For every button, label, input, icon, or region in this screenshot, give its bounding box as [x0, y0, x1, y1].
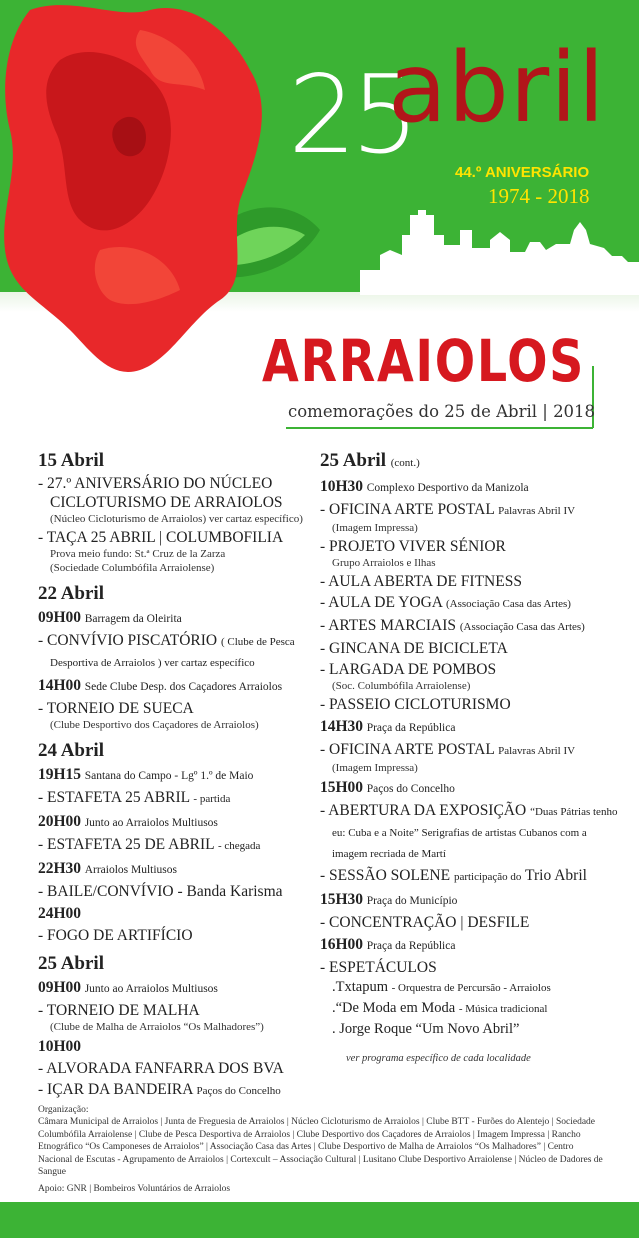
- event-subtitle: (Imagem Impressa): [332, 522, 418, 534]
- event-subtitle: (Núcleo Cicloturismo de Arraiolos) ver cartaz específico): [50, 513, 303, 525]
- organizers-label: Organização:: [38, 1105, 89, 1115]
- event-title: PROJETO VIVER SÉNIOR: [329, 538, 506, 555]
- time-value: 19H15: [38, 766, 82, 783]
- event-title: CONVÍVIO PISCATÓRIO: [47, 632, 218, 649]
- years-label: 1974 - 2018: [488, 184, 590, 208]
- event-item: - ALVORADA FANFARRA DOS BVA: [38, 1060, 284, 1077]
- town-skyline-illustration: [360, 200, 639, 295]
- event-item: - FOGO DE ARTIFÍCIO: [38, 927, 193, 944]
- event-note: “Duas Pátrias tenho eu: Cuba e a Noite” Serigrafias de artistas Cubanos com a imagem recriada de Martí: [332, 806, 618, 860]
- event-note: Paços do Concelho: [196, 1085, 281, 1097]
- event-note: Palavras Abril IV: [498, 745, 576, 757]
- show-line: [320, 977, 620, 998]
- footer-green-band: [0, 1202, 639, 1238]
- event-item: - CONVÍVIO PISCATÓRIO ( Clube de Pesca Desportiva de Arraiolos ) ver cartaz específico: [38, 632, 295, 669]
- event-item: - LARGADA DE POMBOS: [320, 661, 497, 678]
- event-item: - ESTAFETA 25 ABRIL - partida: [38, 789, 231, 806]
- event-subtitle: (Imagem Impressa): [332, 762, 418, 774]
- organizers-text: Câmara Municipal de Arraiolos | Junta de Freguesia de Arraiolos | Núcleo Cicloturismo de Arraiolos | Clube BTT - Furões do Alentejo | Sociedade Columbófila Arraiolense | Clube de Pesca Desportiva de Arraiolos | Clube Desportivo dos Caçadores de Arraiolos | Imagem Impressa | Rancho Etnográfico “Os Camponeses de Arraiolos” | Associação Casa das Artes | Clube Desportivo de Malha de Arraiolos “Os Malhadores” | Centro Nacional de Escutas - Agrupamento de Arraiolos | Cortexcult – Associação Cultural | Lusitano Clube Desportivo Arraiolense | Núcleo de Dadores de Sangue: [38, 1117, 603, 1178]
- show-line: [320, 1019, 620, 1039]
- event-title: ESPETÁCULOS: [329, 959, 437, 976]
- event-title: ESTAFETA 25 ABRIL: [47, 789, 190, 806]
- time-line: [38, 812, 310, 833]
- place-label: Sede Clube Desp. dos Caçadores Arraiolos: [84, 681, 283, 693]
- event-item: - IÇAR DA BANDEIRA Paços do Concelho: [38, 1081, 281, 1098]
- show-title: .“De Moda em Moda: [332, 1000, 456, 1016]
- event-item: - 27.º ANIVERSÁRIO DO NÚCLEO CICLOTURISMO DE ARRAIOLOS: [38, 475, 283, 511]
- place-label: Praça do Município: [366, 895, 458, 907]
- time-line: [320, 890, 620, 911]
- event-note: - partida: [193, 793, 231, 805]
- event-item: - PASSEIO CICLOTURISMO: [320, 696, 511, 713]
- event-note: - chegada: [217, 840, 261, 852]
- time-line: [320, 717, 620, 738]
- title-rule-horizontal: [286, 427, 593, 429]
- event-title: LARGADA DE POMBOS: [329, 661, 497, 678]
- event-item: - ARTES MARCIAIS (Associação Casa das Artes): [320, 617, 585, 634]
- program-right-column: [320, 450, 620, 1064]
- event-item: - PROJETO VIVER SÉNIOR: [320, 538, 506, 555]
- event-subtitle: (Sociedade Columbófila Arraiolense): [50, 562, 215, 574]
- place-label: Junto ao Arraiolos Multiusos: [84, 983, 218, 995]
- place-label: Santana do Campo - Lgº 1.º de Maio: [84, 770, 254, 782]
- place-label: Barragem da Oleirita: [84, 613, 182, 625]
- event-title: BAILE/CONVÍVIO - Banda Karisma: [47, 883, 283, 900]
- town-title: ARRAIOLOS: [262, 327, 586, 395]
- time-value: 14H30: [320, 718, 364, 735]
- event-note: participação do: [453, 871, 522, 883]
- tagline: comemorações do 25 de Abril | 2018: [288, 402, 596, 421]
- time-value: 16H00: [320, 936, 364, 953]
- date-heading: 15 Abril: [38, 450, 104, 471]
- event-item: - AULA ABERTA DE FITNESS: [320, 573, 522, 590]
- anniversary-label: 44.º ANIVERSÁRIO: [455, 164, 590, 181]
- time-value: 09H00: [38, 979, 82, 996]
- event-title: ESTAFETA 25 DE ABRIL: [47, 836, 215, 853]
- time-line: [38, 608, 310, 629]
- event-note: (Associação Casa das Artes): [446, 598, 571, 610]
- event-note: ( Clube de Pesca Desportiva de Arraiolos ) ver cartaz específico: [50, 636, 295, 669]
- event-subtitle: (Soc. Columbófila Arraiolense): [332, 680, 471, 692]
- event-item: - SESSÃO SOLENE participação do Trio Abril: [320, 867, 587, 884]
- header-number: 25: [288, 53, 414, 178]
- program-left-column: [38, 450, 310, 1101]
- event-title: GINCANA DE BICICLETA: [329, 640, 508, 657]
- event-title: SESSÃO SOLENE: [329, 867, 451, 884]
- place-label: Praça da República: [366, 722, 456, 734]
- event-title: OFICINA ARTE POSTAL: [329, 741, 495, 758]
- time-value: 20H00: [38, 813, 82, 830]
- event-title: AULA DE YOGA: [328, 594, 443, 611]
- time-value: 10H00: [38, 1038, 82, 1055]
- event-title: 27.º ANIVERSÁRIO DO NÚCLEO CICLOTURISMO DE ARRAIOLOS: [47, 475, 283, 511]
- place-label: Paços do Concelho: [366, 783, 455, 795]
- place-label: Complexo Desportivo da Manizola: [366, 482, 529, 494]
- place-label: Praça da República: [366, 940, 456, 952]
- event-item: - CONCENTRAÇÃO | DESFILE: [320, 914, 530, 931]
- event-title: CONCENTRAÇÃO | DESFILE: [329, 914, 530, 931]
- show-line: [320, 998, 620, 1019]
- place-label: Junto ao Arraiolos Multiusos: [84, 817, 218, 829]
- event-title: ARTES MARCIAIS: [328, 617, 457, 634]
- time-line: [38, 904, 310, 924]
- event-title: IÇAR DA BANDEIRA: [47, 1081, 193, 1098]
- event-subtitle: Grupo Arraiolos e Ilhas: [332, 557, 436, 569]
- event-item: - ABERTURA DA EXPOSIÇÃO “Duas Pátrias tenho eu: Cuba e a Noite” Serigrafias de artistas Cubanos com a imagem recriada de Martí: [320, 802, 618, 860]
- time-value: 15H30: [320, 891, 364, 908]
- event-note: Palavras Abril IV: [498, 505, 576, 517]
- time-value: 15H00: [320, 779, 364, 796]
- event-note: (Associação Casa das Artes): [459, 621, 585, 633]
- event-item: - BAILE/CONVÍVIO - Banda Karisma: [38, 883, 283, 900]
- time-line: [38, 676, 310, 697]
- event-title: PASSEIO CICLOTURISMO: [329, 696, 511, 713]
- event-title: OFICINA ARTE POSTAL: [329, 501, 495, 518]
- time-value: 14H00: [38, 677, 82, 694]
- time-value: 22H30: [38, 860, 82, 877]
- event-item: - TORNEIO DE SUECA: [38, 700, 194, 717]
- time-value: 10H30: [320, 478, 364, 495]
- show-title: .Txtapum: [332, 979, 388, 995]
- event-item: - GINCANA DE BICICLETA: [320, 640, 508, 657]
- event-title: TORNEIO DE MALHA: [46, 1002, 200, 1019]
- date-heading: [320, 450, 620, 474]
- time-line: [320, 477, 620, 498]
- performer-name: Trio Abril: [525, 867, 587, 884]
- date-heading: 24 Abril: [38, 740, 104, 761]
- event-title: AULA ABERTA DE FITNESS: [328, 573, 522, 590]
- event-item: - TORNEIO DE MALHA: [38, 1002, 200, 1019]
- event-title: ABERTURA DA EXPOSIÇÃO: [328, 802, 527, 819]
- place-label: Arraiolos Multiusos: [84, 864, 178, 876]
- time-line: [320, 935, 620, 956]
- event-subtitle: (Clube de Malha de Arraiolos “Os Malhadores”): [50, 1021, 264, 1033]
- event-item: - OFICINA ARTE POSTAL Palavras Abril IV: [320, 741, 576, 758]
- event-item: - OFICINA ARTE POSTAL Palavras Abril IV: [320, 501, 576, 518]
- show-note: - Música tradicional: [458, 1003, 548, 1015]
- time-value: 09H00: [38, 609, 82, 626]
- event-item: - ESTAFETA 25 DE ABRIL - chegada: [38, 836, 261, 853]
- event-subtitle: Prova meio fundo: St.ª Cruz de la Zarza: [50, 548, 226, 560]
- show-title: . Jorge Roque “Um Novo Abril”: [332, 1021, 520, 1037]
- event-title: TAÇA 25 ABRIL | COLUMBOFILIA: [46, 529, 284, 546]
- organizers-block: [38, 1104, 608, 1178]
- event-title: ALVORADA FANFARRA DOS BVA: [46, 1060, 284, 1077]
- time-line: [38, 1037, 310, 1057]
- support-text: Apoio: GNR | Bombeiros Voluntários de Arraiolos: [38, 1184, 231, 1194]
- header-word: abril: [388, 32, 606, 144]
- event-title: TORNEIO DE SUECA: [46, 700, 194, 717]
- time-line: [38, 978, 310, 999]
- show-note: - Orquestra de Percursão - Arraiolos: [391, 982, 551, 994]
- program-note: ver programa específico de cada localidade: [346, 1053, 531, 1064]
- event-item: - AULA DE YOGA (Associação Casa das Artes): [320, 594, 571, 611]
- date-heading: 25 Abril: [38, 953, 104, 974]
- continued-label: (cont.): [390, 457, 420, 469]
- time-value: 24H00: [38, 905, 82, 922]
- date-label: 25 Abril: [320, 450, 386, 471]
- event-title: FOGO DE ARTIFÍCIO: [47, 927, 193, 944]
- time-line: [38, 859, 310, 880]
- event-subtitle: (Clube Desportivo dos Caçadores de Arraiolos): [50, 719, 259, 731]
- event-item: - TAÇA 25 ABRIL | COLUMBOFILIA: [38, 529, 284, 546]
- event-item: - ESPETÁCULOS: [320, 959, 437, 976]
- time-line: [320, 778, 620, 799]
- time-line: [38, 765, 310, 786]
- date-heading: 22 Abril: [38, 583, 104, 604]
